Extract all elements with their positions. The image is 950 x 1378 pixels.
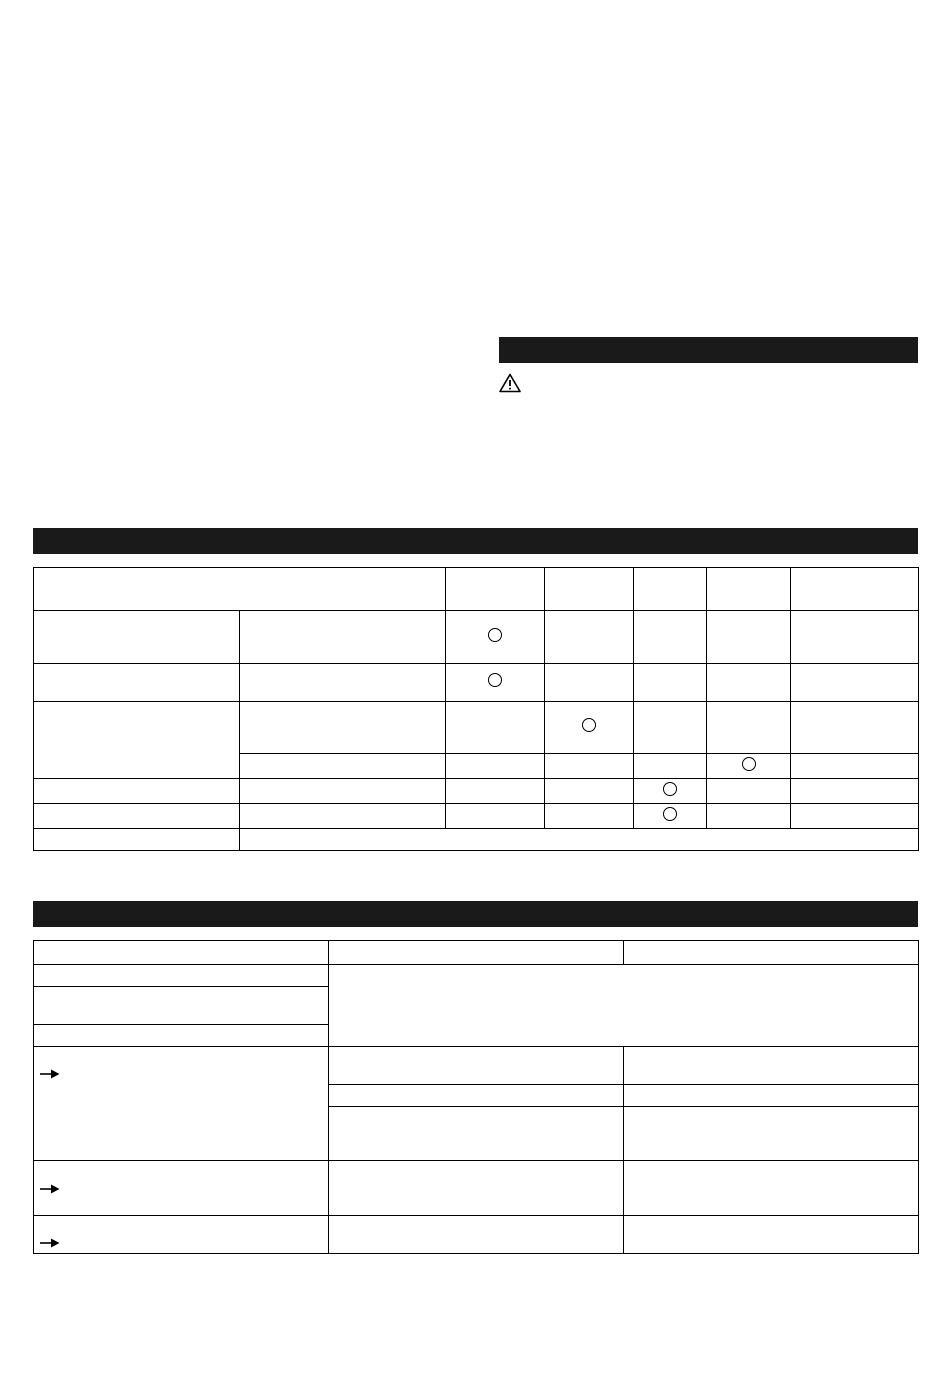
table-cell	[545, 754, 634, 779]
table-cell	[791, 804, 919, 829]
header-cell	[446, 568, 545, 611]
table-cell	[791, 611, 919, 664]
table-cell	[446, 611, 545, 664]
table-cell	[624, 1085, 919, 1107]
table-cell	[446, 754, 545, 779]
table-cell	[240, 754, 446, 779]
table-row	[34, 664, 919, 702]
header-cell	[634, 568, 707, 611]
table-row	[34, 829, 919, 851]
header-cell	[34, 941, 329, 965]
table-cell	[707, 664, 791, 702]
table-cell	[707, 754, 791, 779]
arrow-right-icon	[40, 1184, 60, 1194]
circle-mark-icon	[742, 757, 756, 771]
table-row	[34, 1161, 919, 1216]
table-cell	[707, 611, 791, 664]
circle-mark-icon	[663, 782, 677, 796]
caution-section-bar	[499, 337, 918, 363]
table-cell	[446, 804, 545, 829]
table-cell	[446, 702, 545, 754]
table-cell	[624, 1107, 919, 1161]
header-cell	[34, 568, 446, 611]
table-cell	[634, 702, 707, 754]
table-cell	[624, 1161, 919, 1216]
table-cell	[707, 804, 791, 829]
table-cell	[240, 779, 446, 804]
table-cell	[624, 1216, 919, 1254]
header-cell	[329, 941, 624, 965]
header-cell	[624, 941, 919, 965]
table-row	[34, 1216, 919, 1254]
table-cell	[34, 1025, 329, 1047]
table-cell	[329, 1216, 624, 1254]
table-cell	[240, 664, 446, 702]
table-cell	[34, 664, 240, 702]
table-row	[34, 779, 919, 804]
circle-mark-icon	[488, 628, 502, 642]
table-cell	[791, 754, 919, 779]
table-cell	[791, 702, 919, 754]
circle-mark-icon	[488, 673, 502, 687]
arrow-right-icon	[40, 1238, 60, 1248]
table-cell	[34, 1216, 329, 1254]
table-header-row	[34, 941, 919, 965]
table-cell	[34, 965, 329, 987]
table-cell	[240, 829, 919, 851]
table-cell	[791, 664, 919, 702]
table-cell	[34, 987, 329, 1025]
table-cell	[329, 1047, 624, 1085]
table-cell	[34, 1161, 329, 1216]
table-cell	[34, 611, 240, 664]
table-row	[34, 611, 919, 664]
header-cell	[707, 568, 791, 611]
table-cell	[545, 702, 634, 754]
table-cell	[34, 1047, 329, 1161]
table-cell	[634, 779, 707, 804]
table-cell	[707, 702, 791, 754]
table-cell	[329, 965, 919, 1047]
table-cell	[707, 779, 791, 804]
table-cell	[545, 804, 634, 829]
table-row	[34, 702, 919, 754]
table-cell	[240, 804, 446, 829]
table-cell	[329, 1161, 624, 1216]
selection-section-bar	[33, 528, 918, 554]
table-row	[34, 804, 919, 829]
table-cell	[634, 804, 707, 829]
circle-mark-icon	[663, 807, 677, 821]
header-cell	[791, 568, 919, 611]
header-cell	[545, 568, 634, 611]
troubleshooting-table	[33, 940, 919, 1254]
table-row	[34, 1047, 919, 1085]
table-cell	[34, 779, 240, 804]
table-cell	[446, 779, 545, 804]
table-header-row	[34, 568, 919, 611]
table-cell	[791, 779, 919, 804]
table-cell	[545, 611, 634, 664]
table-cell	[446, 664, 545, 702]
table-cell	[634, 754, 707, 779]
table-row	[34, 965, 919, 987]
table-cell	[624, 1047, 919, 1085]
table-cell	[329, 1107, 624, 1161]
table-cell	[634, 611, 707, 664]
troubleshooting-section-bar	[33, 901, 918, 927]
table-cell	[34, 804, 240, 829]
circle-mark-icon	[582, 718, 596, 732]
table-cell	[34, 702, 240, 779]
warning-triangle-icon	[499, 373, 521, 393]
table-cell	[34, 829, 240, 851]
table-cell	[545, 779, 634, 804]
table-cell	[240, 702, 446, 754]
table-cell	[545, 664, 634, 702]
table-cell	[634, 664, 707, 702]
table-cell	[329, 1085, 624, 1107]
arrow-right-icon	[40, 1069, 60, 1079]
selection-table	[33, 567, 919, 851]
table-cell	[240, 611, 446, 664]
